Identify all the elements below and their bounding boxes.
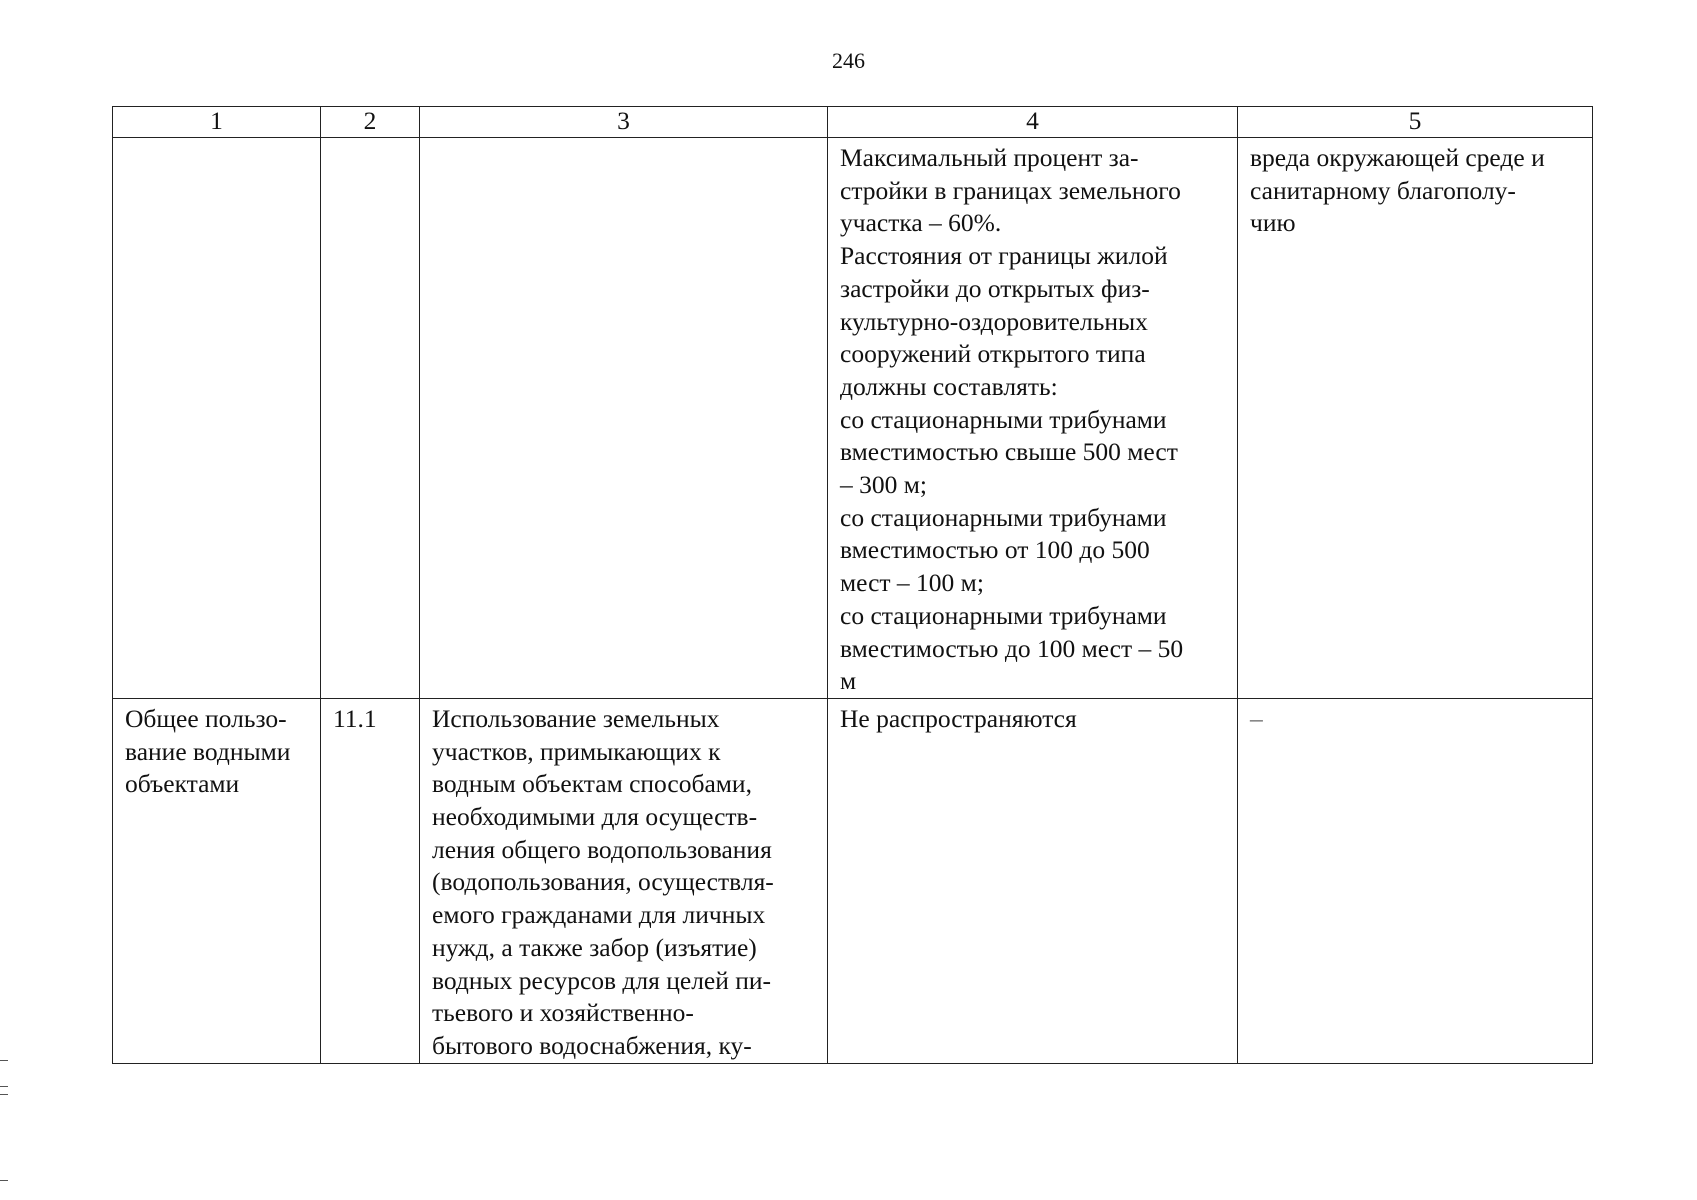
text-line: Расстояния от границы жилой	[840, 241, 1168, 271]
text-line: (водопользования, осуществля-	[432, 867, 774, 897]
scan-margin-mark	[0, 1094, 8, 1095]
text-line: культурно-оздоровительных	[840, 306, 1148, 336]
text-line: чию	[1250, 208, 1296, 238]
row2-col3-cell	[420, 698, 828, 1063]
table-row	[113, 698, 1593, 1063]
header-cell-4: 4	[828, 107, 1238, 138]
table-row	[113, 138, 1593, 699]
row2-col5-cell: –	[1238, 698, 1593, 1063]
text-line: Максимальный процент за-	[840, 143, 1139, 172]
header-cell-1: 1	[113, 107, 321, 138]
text-line: вместимостью свыше 500 мест	[840, 437, 1178, 467]
text-line: сооружений открытого типа	[840, 339, 1146, 369]
text-line: застройки до открытых физ-	[840, 273, 1150, 303]
text-line: необходимыми для осуществ-	[432, 802, 758, 832]
text-line: мест – 100 м;	[840, 568, 984, 598]
row2-col4-cell: Не распространяются	[828, 698, 1238, 1063]
text-line: м	[840, 666, 857, 696]
row2-col2-cell: 11.1	[321, 698, 420, 1063]
text-line: участков, примыкающих к	[432, 736, 721, 766]
text-line: Общее пользо-	[125, 703, 287, 733]
scan-margin-mark	[0, 1180, 8, 1181]
text-line: со стационарными трибунами	[840, 600, 1167, 630]
text-line: санитарному благополу-	[1250, 175, 1516, 205]
text-line: участка – 60%.	[840, 208, 1002, 238]
header-cell-3: 3	[420, 107, 828, 138]
text-line: со стационарными трибунами	[840, 404, 1167, 434]
text-line: – 300 м;	[840, 470, 927, 500]
text-line: ления общего водопользования	[432, 834, 772, 864]
text-line: тьевого и хозяйственно-	[432, 998, 694, 1028]
text-line: водным объектам способами,	[432, 769, 752, 799]
row1-col5-cell	[1238, 138, 1593, 699]
text-line: вместимостью до 100 мест – 50	[840, 633, 1184, 663]
page-number: 246	[832, 48, 865, 73]
text-line: вание водными	[125, 736, 291, 766]
header-cell-2: 2	[321, 107, 420, 138]
row1-col3-cell	[420, 138, 828, 699]
text-line: вреда окружающей среде и	[1250, 143, 1545, 172]
text-line: Использование земельных	[432, 703, 720, 733]
row2-col1-cell	[113, 698, 321, 1063]
table-header-row	[113, 107, 1593, 138]
text-line: водных ресурсов для целей пи-	[432, 965, 772, 995]
text-line: объектами	[125, 769, 240, 799]
text-line: емого гражданами для личных	[432, 900, 766, 930]
text-line: бытового водоснабжения, ку-	[432, 1030, 752, 1060]
scan-margin-mark	[0, 1086, 8, 1087]
row1-col2-cell	[321, 138, 420, 699]
text-line: нужд, а также забор (изъятие)	[432, 932, 757, 962]
text-line: стройки в границах земельного	[840, 175, 1181, 205]
scan-margin-mark	[0, 1060, 8, 1061]
row1-col1-cell	[113, 138, 321, 699]
text-line: со стационарными трибунами	[840, 502, 1167, 532]
regulations-table	[112, 106, 1593, 1064]
text-line: вместимостью от 100 до 500	[840, 535, 1150, 565]
row1-col4-cell	[828, 138, 1238, 699]
header-cell-5: 5	[1238, 107, 1593, 138]
text-line: должны составлять:	[840, 371, 1058, 401]
